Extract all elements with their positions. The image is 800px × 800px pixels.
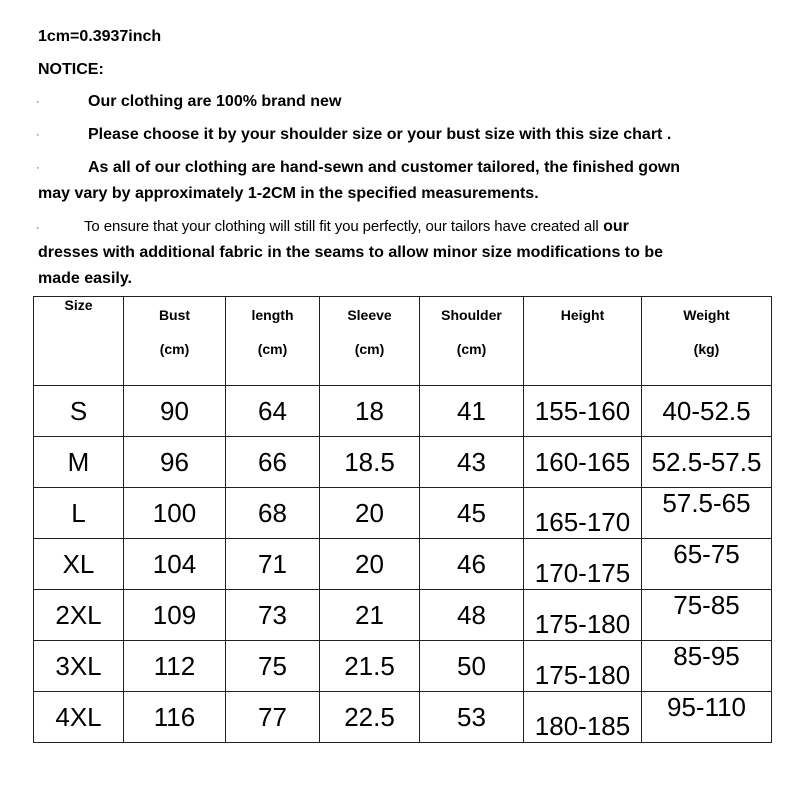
- height-cell: 180-185: [524, 692, 642, 743]
- length-cell: 75: [226, 641, 320, 692]
- length-cell: 71: [226, 539, 320, 590]
- notice-line-1: Our clothing are 100% brand new: [88, 93, 342, 110]
- notice-line-4a-small: To ensure that your clothing will still fit you perfectly, our tailors have created all: [84, 218, 599, 235]
- table-row: [34, 488, 772, 539]
- length-cell: 68: [226, 488, 320, 539]
- size-cell: M: [34, 437, 124, 488]
- bust-cell: 96: [124, 437, 226, 488]
- weight-cell: 52.5-57.5: [642, 437, 772, 488]
- header-weight: Weight (kg): [642, 297, 772, 386]
- length-cell: 77: [226, 692, 320, 743]
- shoulder-cell: 48: [420, 590, 524, 641]
- table-row: [34, 386, 772, 437]
- bust-cell: 90: [124, 386, 226, 437]
- notice-line-3b: may vary by approximately 1-2CM in the specified measurements.: [38, 185, 539, 202]
- notice-line-3a: As all of our clothing are hand-sewn and customer tailored, the finished gown: [88, 159, 681, 176]
- unit-conversion: 1cm=0.3937inch: [38, 28, 162, 45]
- bullet-3: ·: [36, 162, 40, 174]
- size-cell: XL: [34, 539, 124, 590]
- header-bust: Bust (cm): [124, 297, 226, 386]
- header-sleeve: Sleeve (cm): [320, 297, 420, 386]
- height-cell: 160-165: [524, 437, 642, 488]
- sleeve-cell: 21: [320, 590, 420, 641]
- length-cell: 66: [226, 437, 320, 488]
- height-cell: 165-170: [524, 488, 642, 539]
- bullet-4: ·: [36, 222, 40, 234]
- sleeve-cell: 18.5: [320, 437, 420, 488]
- bullet-1: ·: [36, 96, 40, 108]
- shoulder-cell: 43: [420, 437, 524, 488]
- shoulder-cell: 50: [420, 641, 524, 692]
- notice-line-4b: dresses with additional fabric in the seams to allow minor size modifications to be: [38, 244, 664, 261]
- table-row: [34, 437, 772, 488]
- size-cell: 4XL: [34, 692, 124, 743]
- bust-cell: 112: [124, 641, 226, 692]
- notice-line-4a-bold: our: [603, 218, 629, 235]
- header-size: Size: [34, 297, 124, 386]
- size-cell: S: [34, 386, 124, 437]
- header-height: Height: [524, 297, 642, 386]
- length-cell: 73: [226, 590, 320, 641]
- table-row: [34, 590, 772, 641]
- notice-title: NOTICE:: [38, 61, 104, 78]
- bust-cell: 116: [124, 692, 226, 743]
- table-row: [34, 692, 772, 743]
- height-cell: 170-175: [524, 539, 642, 590]
- header-length: length (cm): [226, 297, 320, 386]
- weight-cell: 95-110: [642, 692, 772, 743]
- bust-cell: 104: [124, 539, 226, 590]
- length-cell: 64: [226, 386, 320, 437]
- header-shoulder: Shoulder (cm): [420, 297, 524, 386]
- header-row: [34, 297, 772, 386]
- height-cell: 175-180: [524, 590, 642, 641]
- height-cell: 155-160: [524, 386, 642, 437]
- size-cell: L: [34, 488, 124, 539]
- table-row: [34, 641, 772, 692]
- sleeve-cell: 22.5: [320, 692, 420, 743]
- weight-cell: 65-75: [642, 539, 772, 590]
- shoulder-cell: 46: [420, 539, 524, 590]
- weight-cell: 75-85: [642, 590, 772, 641]
- size-cell: 3XL: [34, 641, 124, 692]
- sleeve-cell: 20: [320, 488, 420, 539]
- table-row: [34, 539, 772, 590]
- size-cell: 2XL: [34, 590, 124, 641]
- bullet-2: ·: [36, 129, 40, 141]
- weight-cell: 40-52.5: [642, 386, 772, 437]
- size-chart-table: [33, 296, 772, 743]
- sleeve-cell: 18: [320, 386, 420, 437]
- shoulder-cell: 41: [420, 386, 524, 437]
- weight-cell: 57.5-65: [642, 488, 772, 539]
- bust-cell: 100: [124, 488, 226, 539]
- weight-cell: 85-95: [642, 641, 772, 692]
- shoulder-cell: 45: [420, 488, 524, 539]
- notice-line-4c: made easily.: [38, 270, 132, 287]
- bust-cell: 109: [124, 590, 226, 641]
- sleeve-cell: 21.5: [320, 641, 420, 692]
- shoulder-cell: 53: [420, 692, 524, 743]
- notice-line-4a: [84, 218, 629, 236]
- sleeve-cell: 20: [320, 539, 420, 590]
- height-cell: 175-180: [524, 641, 642, 692]
- notice-line-2: Please choose it by your shoulder size or your bust size with this size chart .: [88, 126, 672, 143]
